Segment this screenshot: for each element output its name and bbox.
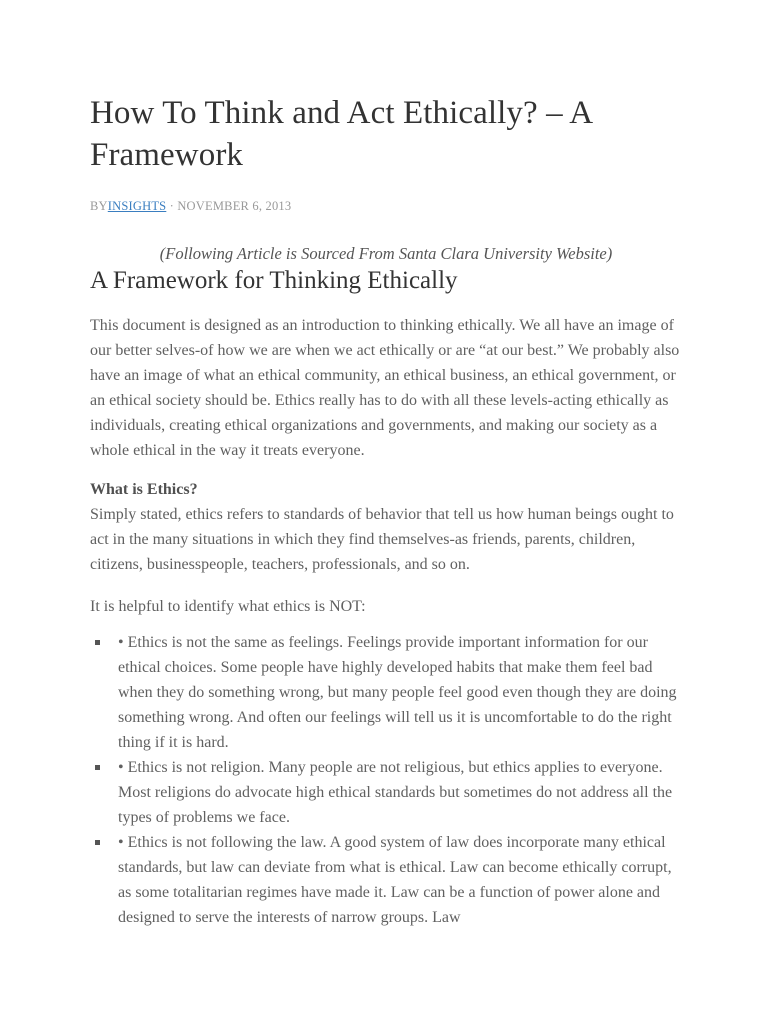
- meta-separator: ·: [166, 199, 178, 213]
- list-item-text: • Ethics is not religion. Many people are not religious, but ethics applies to everyone. Most religions do advocate high ethical standards but sometimes do not address all the types of problems we face.: [118, 759, 673, 826]
- list-item-text: • Ethics is not the same as feelings. Feelings provide important information for our ethical choices. Some people have highly developed habits that make them feel bad when they do something wrong, but many people feel good even though they are doing something wrong. And often our feelings will tell us it is uncomfortable to do the right thing if it is hard.: [118, 634, 677, 751]
- ethics-is-not-list: [90, 630, 682, 930]
- what-is-ethics-section: [90, 477, 682, 577]
- list-item: [90, 630, 682, 755]
- source-note: (Following Article is Sourced From Santa Clara University Website): [159, 244, 613, 263]
- byline-label: BY: [90, 199, 108, 213]
- intro-paragraph: This document is designed as an introduction to thinking ethically. We all have an image of our better selves-of how we are when we act ethically or are “at our best.” We probably also have an image of what an ethical community, an ethical business, an ethical government, or an ethical society should be. Ethics really has to do with all these levels-acting ethically as individuals, creating ethical organizations and governments, and making our society as a whole ethical in the way it treats everyone.: [90, 317, 680, 459]
- article-meta: [90, 198, 682, 214]
- article: [90, 92, 682, 930]
- article-subtitle: A Framework for Thinking Ethically: [90, 267, 458, 294]
- author-link[interactable]: INSIGHTS: [107, 199, 167, 213]
- square-bullet-icon: [95, 640, 100, 645]
- list-item: [90, 830, 682, 930]
- list-item: [90, 755, 682, 830]
- not-intro-paragraph: It is helpful to identify what ethics is NOT:: [90, 598, 366, 615]
- publish-date: NOVEMBER 6, 2013: [177, 199, 292, 213]
- square-bullet-icon: [95, 840, 100, 845]
- square-bullet-icon: [95, 765, 100, 770]
- section-heading: What is Ethics?: [90, 481, 198, 498]
- list-item-text: • Ethics is not following the law. A good system of law does incorporate many ethical standards, but law can deviate from what is ethical. Law can become ethically corrupt, as some totalitarian regimes have made it. Law can be a function of power alone and designed to serve the interests of narrow groups. Law: [118, 834, 672, 926]
- article-title: How To Think and Act Ethically? – A Framework: [90, 95, 592, 173]
- section-body: Simply stated, ethics refers to standards of behavior that tell us how human beings ought to act in the many situations in which they find themselves-as friends, parents, children, citizens, businesspeople, teachers, professionals, and so on.: [90, 506, 674, 573]
